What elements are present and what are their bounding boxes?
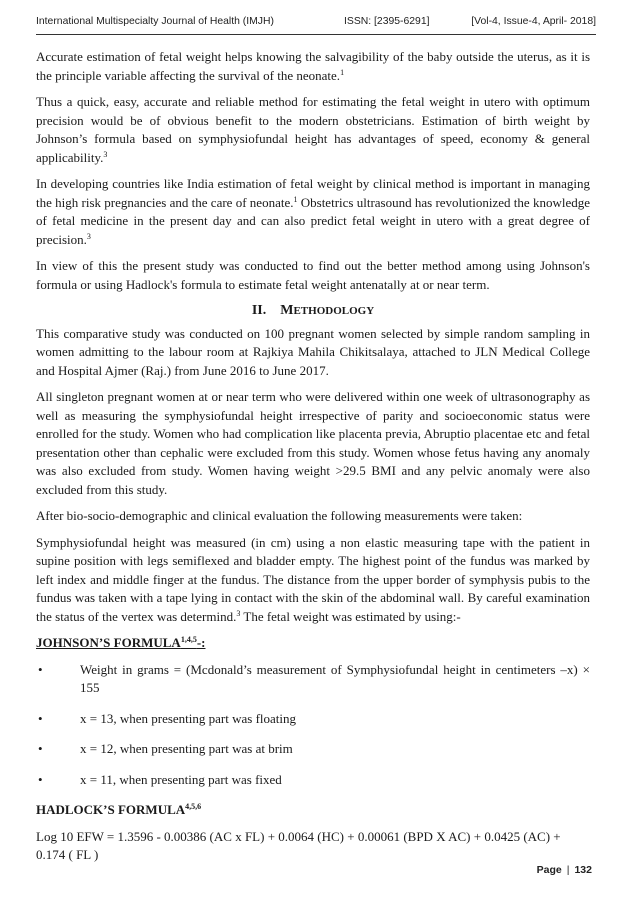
section-number: II. [251, 303, 267, 318]
list-item-text: x = 11, when presenting part was fixed [80, 771, 282, 787]
bullet-icon: • [38, 771, 43, 787]
citation-ref: 1 [340, 67, 345, 77]
page-footer [537, 864, 592, 876]
bullet-icon: • [38, 710, 43, 726]
johnson-title: JOHNSON’S FORMULA [36, 635, 181, 650]
methods-p4-text-b: The fetal weight was estimated by using:- [240, 608, 461, 624]
citation-ref: 3 [103, 149, 108, 159]
issn: ISSN: [2395-6291] [344, 16, 430, 27]
section-title-initial: M [280, 303, 294, 318]
hadlock-formula-heading [36, 801, 590, 820]
citation-ref: 3 [86, 231, 91, 241]
intro-p2-text: Thus a quick, easy, accurate and reliable method for estimating the fetal weight in utero with optimum precision would be of obvious benefit to the modern obstetricians. Estimation of birth weight by Johnson’s formula based on symphysiofundal height has advantages of speed, economy & general applicability. [36, 94, 590, 165]
methods-paragraph-2: All singleton pregnant women at or near term who were delivered within one week of ultrasonography as well as measuring the symphysiofundal height irrespective of parity and socioeconomic status were enrolled for the study. Women who had complication like placenta previa, Abruptio placentae etc and fetal presentation other than cephalic were excluded from this study. Women whose fetus having any anomaly was also excluded from study. Women having weight >29.5 BMI and any pelvic anomaly were also excluded from this study. [36, 389, 590, 497]
intro-p1-text: Accurate estimation of fetal weight helps knowing the salvagibility of the baby outside the uterus, as it is the principle variable affecting the survival of the neonate. [36, 49, 590, 83]
running-header [36, 12, 596, 35]
section-heading [36, 302, 590, 321]
intro-p3-text-a: In developing countries like India estimation of fetal weight by clinical method is important in managing the high risk pregnancies and the care of neonate. [36, 176, 590, 210]
methods-paragraph-4 [36, 534, 590, 627]
citation-ref: 4,5,6 [185, 802, 202, 811]
methods-p4-text-a: Symphysiofundal height was measured (in cm) using a non elastic measuring tape with the patient in supine position with legs semiflexed and bladder empty. The highest point of the fundus was marked by left index and middle finger at the fundus. The distance from the upper border of symphysis pubis to the fundus was taken with a tape lying in contact with the skin of the abdominal wall. By careful examination the status of the vertex was determind. [36, 534, 590, 624]
johnson-formula-list [36, 661, 590, 790]
page-body [36, 48, 590, 873]
johnson-formula-heading [36, 634, 590, 653]
intro-paragraph-3 [36, 175, 590, 249]
page-label: Page [536, 864, 562, 876]
hadlock-formula: Log 10 EFW = 1.3596 - 0.00386 (AC x FL) + 0.0064 (HC) + 0.00061 (BPD X AC) + 0.0425 (AC) + 0.174 ( FL ) [36, 828, 561, 862]
list-item [36, 740, 590, 759]
methods-paragraph-3: After bio-socio-demographic and clinical evaluation the following measurements were taken: [36, 508, 523, 523]
intro-p3-text-b: Obstetrics ultrasound has revolutionized the knowledge of fetal medicine in the present day and can also predict fetal weight in utero with a great degree of precision. [36, 194, 590, 247]
page-separator: | [566, 864, 570, 876]
hadlock-title: HADLOCK’S FORMULA [36, 802, 186, 817]
list-item [36, 661, 590, 698]
bullet-icon: • [38, 741, 43, 756]
intro-paragraph-2 [36, 93, 590, 167]
list-item [36, 710, 590, 729]
citation-ref: 1 [293, 194, 298, 204]
list-item-text: x = 13, when presenting part was floating [80, 710, 297, 726]
bullet-icon: • [38, 661, 43, 677]
citation-ref: 1,4,5 [180, 635, 197, 644]
page-number: 132 [574, 864, 592, 876]
list-item-text: Weight in grams = (Mcdonald’s measurement of Symphysiofundal height in centimeters –x) × 155 [80, 661, 590, 695]
johnson-suffix: -: [196, 635, 206, 650]
intro-paragraph-1 [36, 48, 590, 85]
list-item-text: x = 12, when presenting part was at brim [80, 741, 293, 756]
list-item [36, 771, 590, 790]
section-title-rest: ETHODOLOGY [293, 305, 375, 317]
journal-name: International Multispecialty Journal of Health (IMJH) [36, 16, 274, 27]
methods-paragraph-1: This comparative study was conducted on 100 pregnant women selected by simple random sampling in women admitting to the labour room at Rajkiya Mahila Chikitsalaya, attached to JLN Medical College and Hospital Ajmer (Raj.) from June 2016 to June 2017. [36, 325, 590, 378]
intro-paragraph-4: In view of this the present study was conducted to find out the better method among using Johnson's formula or using Hadlock's formula to estimate fetal weight antenatally at or near term. [36, 258, 590, 292]
volume-issue: [Vol-4, Issue-4, April- 2018] [471, 16, 596, 27]
citation-ref: 3 [236, 608, 241, 618]
